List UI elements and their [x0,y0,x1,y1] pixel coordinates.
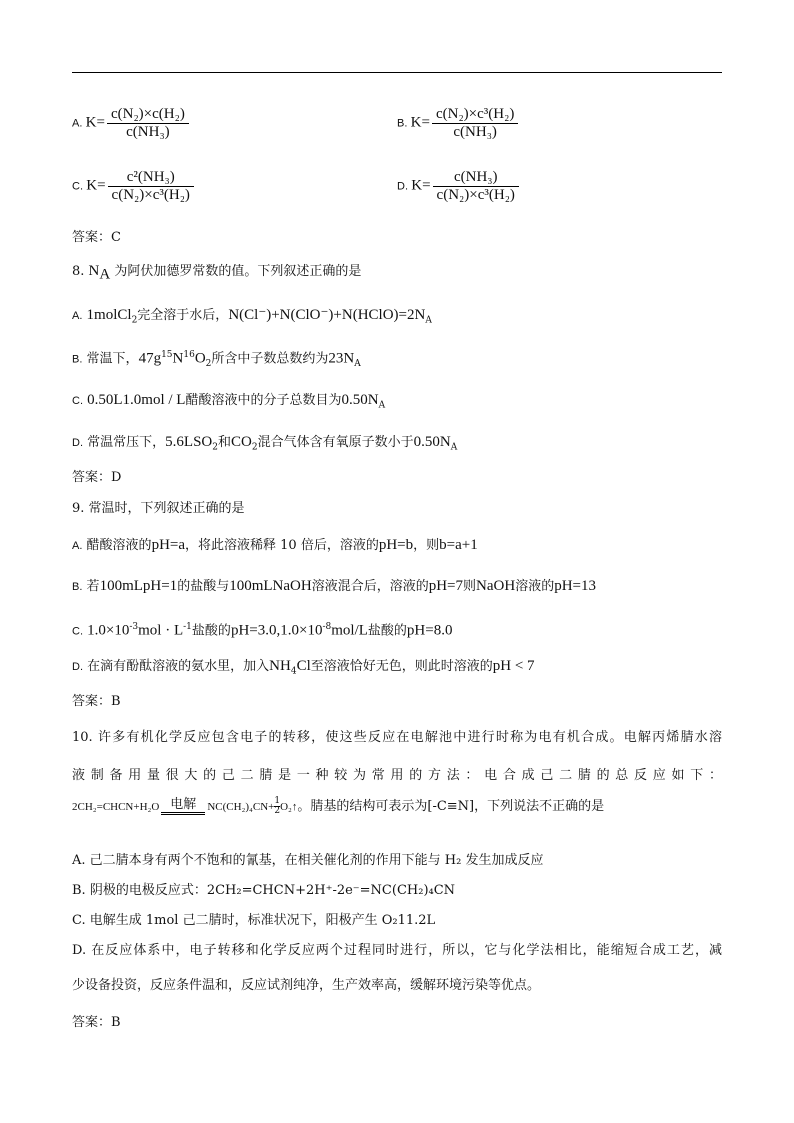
fraction [433,169,519,204]
equation: N(Cl⁻)+N(ClO⁻)+N(HClO)=2N [228,307,426,323]
option-text: ，将此溶液稀释 10 倍后，溶液的 [185,538,379,553]
subscript: A [450,442,458,453]
denominator: c(N₂)×c³(H₂) [111,187,190,203]
q9-option-b [72,576,596,597]
formula: 0.50L1.0mol / L [87,392,186,408]
option-label: B. [72,581,83,593]
formula: NaOH [476,578,516,594]
option-text: 盐酸的 [367,623,407,639]
reaction-right: NC(CH₂)₄CN+ [207,801,275,813]
formula: 1molCl [86,307,132,323]
q8-option-a [72,305,432,331]
option-label: A. [72,117,83,130]
k-symbol: K= [411,177,431,194]
option-text: 至溶液恰好无色，则此时溶液的 [310,659,493,674]
option-text: 盐酸的 [191,623,231,639]
option-text: 则 [463,579,477,594]
numerator: c(N₂)×c(H₂) [107,106,189,124]
option-label: A. [72,540,83,552]
option-label: D. [397,180,408,193]
q10-equation-line [72,796,604,818]
option-text: 醋酸溶液中的分子总数目为 [185,393,342,408]
subscript: 2 [205,358,212,369]
q10-stem-line1: 10. 许多有机化学反应包含电子的转移，使这些反应在电解池中进行时称为电有机合成。电解丙烯腈水溶 [72,730,722,745]
q8-option-c [72,390,385,416]
ph-value: pH=b [378,537,414,553]
arrow-label: 电解 [170,797,197,812]
question-number: 8. [72,264,85,279]
ph-value: pH=a [151,537,186,553]
superscript: -3 [129,622,139,632]
fraction [107,106,189,141]
q8-option-d [72,432,457,458]
ph-value: pH=13 [554,578,596,594]
formula: NH [269,658,291,674]
q7-answer: 答案：C [72,230,121,245]
option-text: 在滴有酚酞溶液的氨水里，加入 [87,659,270,674]
option-label: B. [72,353,83,366]
formula: CO [231,434,252,450]
option-text: 和 [217,435,231,450]
q9-option-c [72,617,452,641]
electrolysis-arrow [161,798,205,815]
fraction [432,106,518,141]
option-text: 的盐酸与 [177,579,230,594]
subscript: 4 [290,666,297,677]
q9-answer: 答案：B [72,694,121,709]
mass: 47g [138,350,162,367]
header-rule [72,72,722,73]
option-text: 常温下， [86,351,139,367]
element: N [172,350,184,367]
value: 23N [328,350,355,367]
concentration: 1.0×10 [87,622,130,639]
option-label: C. [72,625,83,638]
denominator: c(N₂)×c³(H₂) [436,187,515,203]
q7-option-a [72,106,189,141]
superscript: 16 [183,350,195,360]
k-symbol: K= [410,114,430,131]
option-text: 溶液的 [515,579,555,594]
equation: b=a+1 [439,537,478,553]
subscript: A [378,400,386,411]
equation-text: 。腈基的结构可表示为[-C≡N]，下列说法不正确的是 [297,799,605,814]
q8-option-b [72,345,361,374]
numerator: c(NH₃) [433,169,519,187]
unit: mol/L [331,622,368,639]
denominator: c(NH₃) [126,124,170,140]
option-text: ，则 [413,538,440,553]
formula: 5.6LSO [165,434,213,450]
subscript: 2 [212,442,218,453]
option-label: B. [397,117,408,130]
q9-stem: 9. 常温时，下列叙述正确的是 [72,501,245,516]
element: O [194,350,206,367]
ph-value: pH < 7 [492,658,535,674]
option-text: 常温常压下， [87,435,166,450]
na-symbol: N [88,263,100,279]
denominator: 2 [274,806,281,816]
q10-option-a: A. 己二腈本身有两个不饱和的氰基，在相关催化剂的作用下能与 H₂ 发生加成反应 [72,853,544,868]
option-text: 所含中子数总数约为 [211,351,329,367]
value: 100mLNaOH [229,578,312,594]
k-symbol: K= [86,177,106,194]
value: 0.50N [341,392,379,408]
subscript: A [99,266,111,283]
value: 0.50N [413,434,451,450]
q10-option-c: C. 电解生成 1mol 己二腈时，标准状况下，阳极产生 O₂11.2L [72,913,436,928]
denominator: c(NH₃) [453,124,497,140]
option-text: 完全溶于水后， [137,308,229,323]
k-symbol: K= [85,114,105,131]
superscript: -8 [322,622,332,632]
value: 100mLpH=1 [99,578,178,594]
q10-option-d-line2: 少设备投资，反应条件温和，反应试剂纯净，生产效率高，缓解环境污染等优点。 [72,978,541,993]
formula: Cl [296,658,311,674]
q8-answer: 答案：D [72,470,122,485]
q9-option-a [72,535,478,556]
q10-option-b: B. 阴极的电极反应式：2CH₂=CHCN+2H⁺-2e⁻=NC(CH₂)₄CN [72,883,456,898]
option-text: 醋酸溶液的 [86,538,152,553]
option-text: 混合气体含有氧原子数小于 [257,435,414,450]
numerator: 1 [274,796,281,806]
option-text: 溶液混合后，溶液的 [311,579,429,594]
numerator: c²(NH₃) [108,169,194,187]
numerator: c(N₂)×c³(H₂) [432,106,518,124]
q7-option-b [397,106,518,141]
ph-value: pH=8.0 [406,622,453,639]
stem-text: 为阿伏加德罗常数的值。下列叙述正确的是 [114,264,362,279]
option-label: C. [72,180,83,193]
q10-option-d-line1: D. 在反应体系中，电子转移和化学反应两个过程同时进行，所以，它与化学法相比，能缩短合成工艺，减 [72,943,722,958]
option-label: C. [72,395,83,407]
reaction-left: 2CH₂=CHCN+H₂O [72,801,160,813]
arrow-bar [161,812,205,815]
q10-stem-line2: 液制备用量很大的己二腈是一种较为常用的方法：电合成己二腈的总反应如下： [72,768,722,783]
option-label: D. [72,661,83,673]
unit: mol · L [138,622,184,639]
superscript: 15 [161,350,173,360]
q7-option-d [397,169,519,204]
subscript: A [354,358,361,369]
q9-option-d [72,656,535,682]
option-label: D. [72,437,83,449]
reaction-tail: O₂↑ [280,801,298,813]
option-label: A. [72,310,83,322]
ph-value: pH=3.0,1.0×10 [230,622,323,639]
subscript: A [425,315,432,326]
ph-value: pH=7 [428,578,464,594]
q10-answer: 答案：B [72,1015,121,1030]
fraction [108,169,194,204]
subscript: 2 [251,442,258,453]
q7-option-c [72,169,194,204]
option-text: 若 [86,579,100,594]
superscript: -1 [183,622,192,632]
subscript: 2 [131,315,138,326]
q8-stem [72,261,361,285]
